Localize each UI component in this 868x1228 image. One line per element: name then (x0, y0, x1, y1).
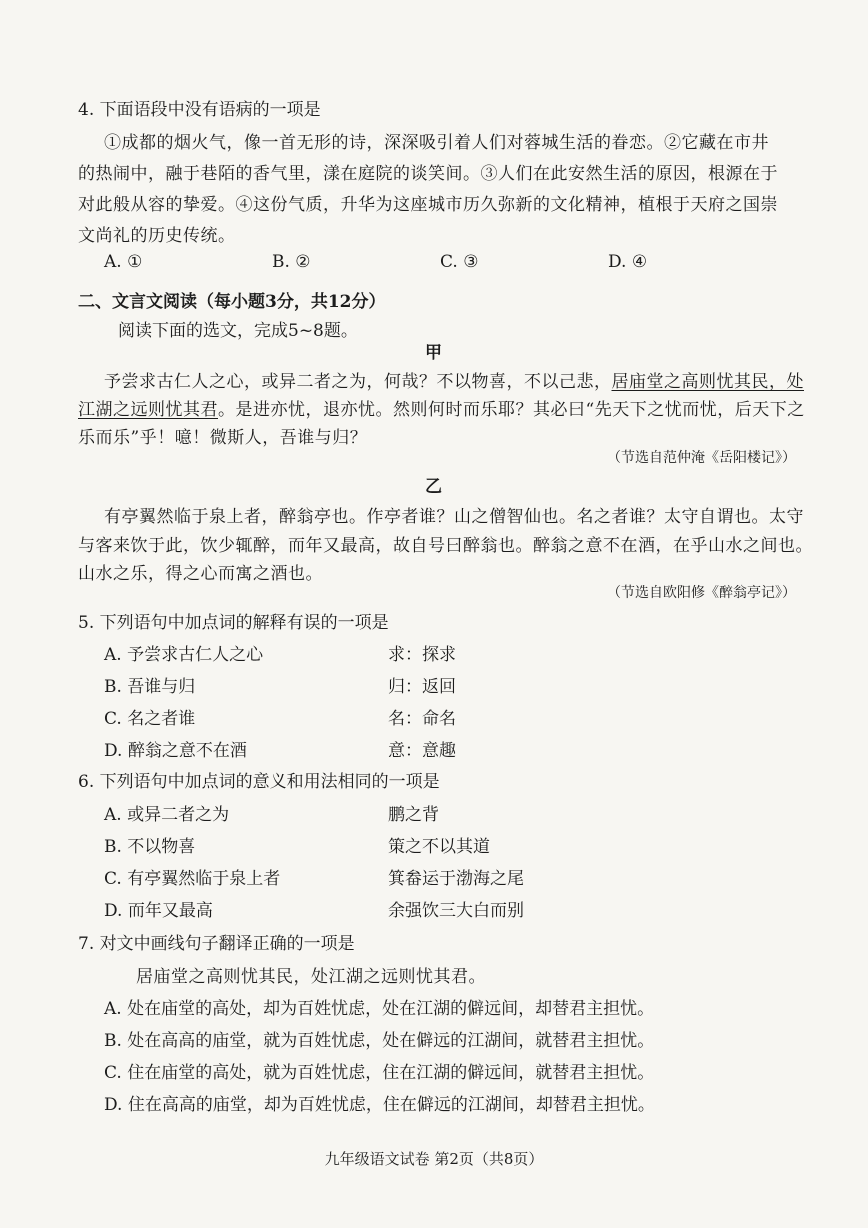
q7-option-a: A. 处在庙堂的高处，却为百姓忧虑，处在江湖的僻远间，却替君主担忧。 (104, 999, 655, 1019)
q6-option-d-compare: 余强饮三大白而别 (388, 901, 524, 921)
q6-option-a: A. 或异二者之为 (104, 805, 230, 825)
q6-stem: 6. 下列语句中加点词的意义和用法相同的一项是 (78, 772, 440, 792)
q4-option-d: D. ④ (608, 252, 648, 272)
passage-jia-text: 。是进亦忧，退亦忧。然则何时而乐耶？其必曰“先天下之忧而忧，后天下之 (218, 400, 805, 420)
q5-option-b-explanation: 归：返回 (388, 677, 456, 697)
passage-yi-line: 与客来饮于此，饮少辄醉，而年又最高，故自号曰醉翁也。醉翁之意不在酒，在乎山水之间也。 (78, 536, 813, 556)
section-instruction: 阅读下面的选文，完成5~8题。 (118, 321, 358, 341)
q5-option-d: D. 醉翁之意不在酒 (104, 741, 247, 761)
q5-option-b: B. 吾谁与归 (104, 677, 196, 697)
page-footer: 九年级语文试卷 第2页（共8页） (324, 1150, 544, 1168)
passage-jia-line: 乐而乐”乎！噫！微斯人，吾谁与归？ (78, 428, 368, 448)
q4-passage-line: 的热闹中，融于巷陌的香气里，漾在庭院的谈笑间。③人们在此安然生活的原因，根源在于 (78, 164, 778, 184)
q4-option-b: B. ② (272, 252, 311, 272)
q6-option-c-compare: 箕畚运于渤海之尾 (388, 869, 524, 889)
q6-option-d: D. 而年又最高 (104, 901, 213, 921)
section-heading: 二、文言文阅读（每小题3分，共12分） (78, 292, 386, 312)
q7-option-b: B. 处在高高的庙堂，就为百姓忧虑，处在僻远的江湖间，就替君主担忧。 (104, 1031, 655, 1051)
q6-option-a-compare: 鹏之背 (388, 805, 439, 825)
underlined-sentence: 江湖之远则忧其君 (78, 400, 218, 420)
passage-yi-line: 有亭翼然临于泉上者，醉翁亭也。作亭者谁？山之僧智仙也。名之者谁？太守自谓也。太守 (104, 507, 804, 527)
q7-option-d: D. 住在高高的庙堂，却为百姓忧虑，住在僻远的江湖间，却替君主担忧。 (104, 1095, 655, 1115)
q7-quote: 居庙堂之高则忧其民，处江湖之远则忧其君。 (136, 967, 486, 987)
passage-yi-source: （节选自欧阳修《醉翁亭记》） (607, 585, 796, 601)
q4-option-a: A. ① (104, 252, 143, 272)
passage-yi-title: 乙 (425, 477, 442, 497)
q7-stem: 7. 对文中画线句子翻译正确的一项是 (78, 934, 355, 954)
passage-jia-line (78, 395, 805, 420)
q5-option-a: A. 予尝求古仁人之心 (104, 645, 264, 665)
q4-stem: 4. 下面语段中没有语病的一项是 (78, 100, 321, 120)
q5-option-c-explanation: 名：命名 (388, 709, 456, 729)
q4-passage-line: 文尚礼的历史传统。 (78, 226, 236, 246)
q5-stem: 5. 下列语句中加点词的解释有误的一项是 (78, 613, 389, 633)
q5-option-a-explanation: 求：探求 (388, 645, 456, 665)
q5-option-d-explanation: 意：意趣 (388, 741, 456, 761)
passage-jia-title: 甲 (425, 343, 442, 363)
q6-option-c: C. 有亭翼然临于泉上者 (104, 869, 281, 889)
underlined-sentence: 居庙堂之高则忧其民，处 (611, 372, 804, 392)
passage-yi-line: 山水之乐，得之心而寓之酒也。 (78, 564, 323, 584)
q4-passage-line: ①成都的烟火气，像一首无形的诗，深深吸引着人们对蓉城生活的眷恋。②它藏在市井 (104, 133, 769, 153)
q6-option-b-compare: 策之不以其道 (388, 837, 490, 857)
q6-option-b: B. 不以物喜 (104, 837, 196, 857)
passage-jia-line (104, 367, 804, 392)
passage-jia-source: （节选自范仲淹《岳阳楼记》） (607, 450, 796, 466)
q7-option-c: C. 住在庙堂的高处，就为百姓忧虑，住在江湖的僻远间，就替君主担忧。 (104, 1063, 655, 1083)
q5-option-c: C. 名之者谁 (104, 709, 196, 729)
q4-option-c: C. ③ (440, 252, 479, 272)
passage-jia-text: 予尝求古仁人之心，或异二者之为，何哉？不以物喜，不以己悲， (104, 372, 612, 392)
q4-passage-line: 对此般从容的挚爱。④这份气质，升华为这座城市历久弥新的文化精神，植根于天府之国崇 (78, 195, 778, 215)
